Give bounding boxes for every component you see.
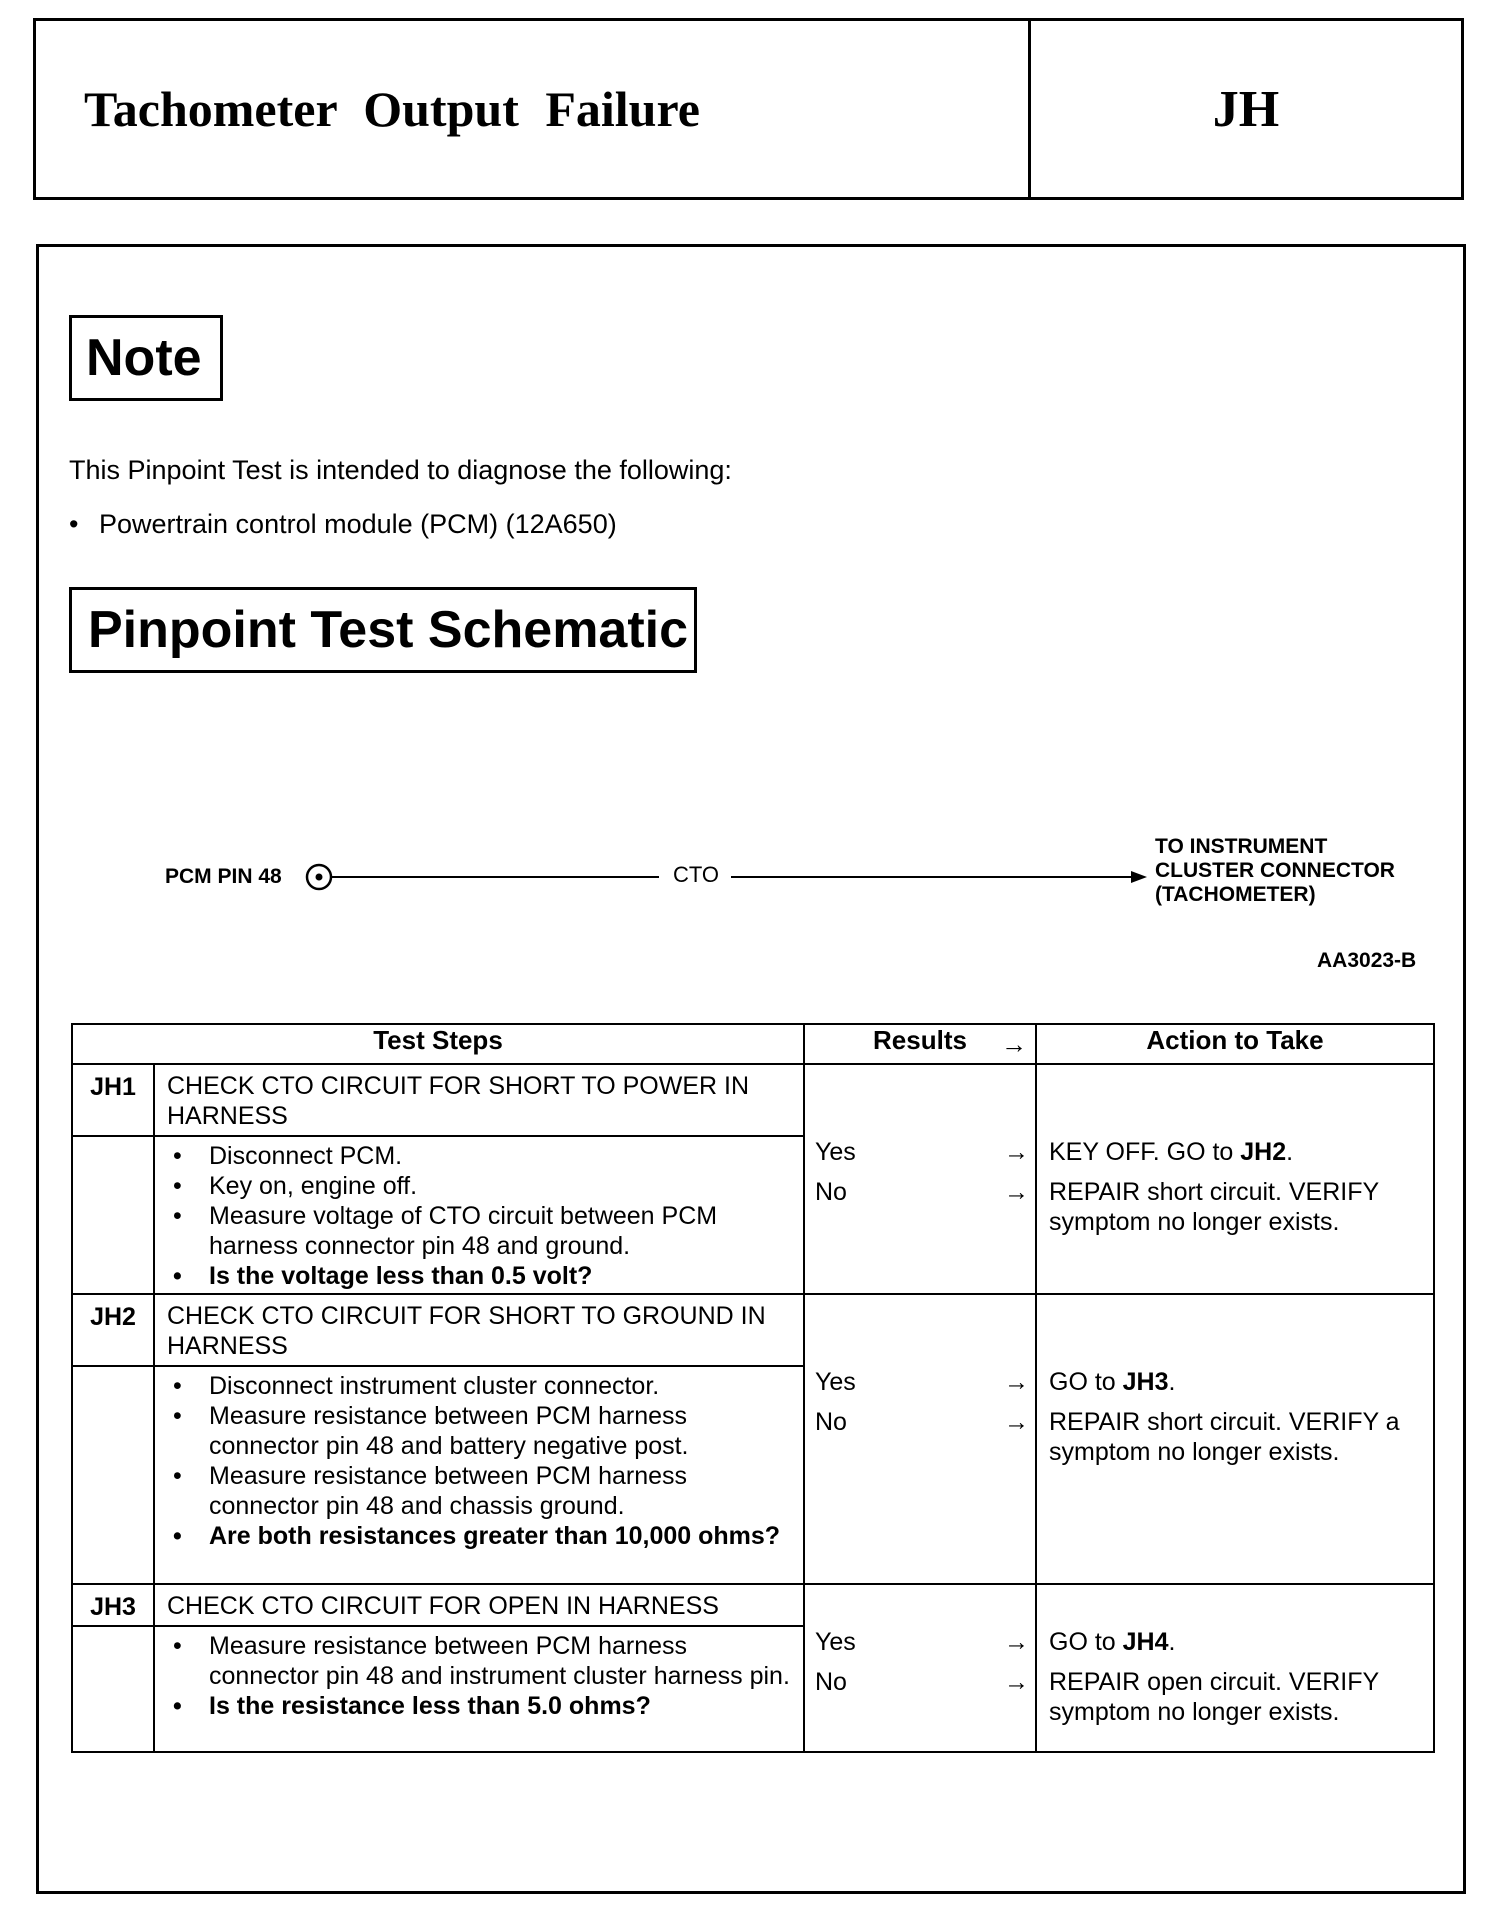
step-question: • Is the voltage less than 0.5 volt? — [167, 1261, 793, 1291]
bullet: • — [69, 509, 79, 539]
header-action: Action to Take — [1036, 1024, 1434, 1064]
next-step-link: JH2 — [1240, 1138, 1287, 1166]
header-test-steps: Test Steps — [72, 1024, 804, 1064]
instruction: • Measure resistance between PCM harness connector pin 48 and instrument cluster harness pin. — [167, 1631, 793, 1691]
result-yes — [815, 1627, 1029, 1657]
note-item-text: Powertrain control module (PCM) (12A650) — [99, 509, 617, 539]
result-no-label: No — [815, 1408, 847, 1436]
step-title: CHECK CTO CIRCUIT FOR SHORT TO POWER IN HARNESS — [154, 1064, 804, 1136]
action-yes — [1049, 1137, 1427, 1167]
arrow-right-icon: → — [1004, 1178, 1029, 1206]
step-results — [804, 1064, 1036, 1294]
action-no: REPAIR short circuit. VERIFY a symptom no longer exists. — [1049, 1408, 1400, 1466]
step-question: • Is the resistance less than 5.0 ohms? — [167, 1691, 793, 1721]
action-yes-text: GO to — [1049, 1628, 1123, 1656]
result-yes-label: Yes — [815, 1368, 856, 1396]
note-heading: Note — [69, 315, 223, 401]
instruction: • Disconnect PCM. — [167, 1141, 793, 1171]
action-no: REPAIR open circuit. VERIFY symptom no longer exists. — [1049, 1668, 1379, 1726]
step-results — [804, 1584, 1036, 1752]
step-title-row — [72, 1294, 1434, 1366]
page-title: Tachometer Output Failure — [36, 21, 1031, 197]
arrow-right-icon — [1131, 871, 1147, 883]
result-no-label: No — [815, 1178, 847, 1206]
connector-pin-dot — [316, 874, 323, 881]
next-step-link: JH3 — [1122, 1368, 1169, 1396]
instruction: • Disconnect instrument cluster connector. — [167, 1371, 793, 1401]
result-no — [815, 1407, 1029, 1437]
figure-id: AA3023-B — [1317, 949, 1417, 972]
result-no-label: No — [815, 1668, 847, 1696]
step-id: JH2 — [72, 1294, 154, 1366]
step-id-blank — [72, 1136, 154, 1294]
action-yes-text: KEY OFF. GO to — [1049, 1138, 1241, 1166]
schematic-lines — [39, 247, 1469, 1027]
result-yes-label: Yes — [815, 1138, 856, 1166]
step-instructions — [154, 1366, 804, 1584]
step-title-row — [72, 1064, 1434, 1136]
action-yes-end: . — [1168, 1628, 1176, 1656]
instruction: • Measure voltage of CTO circuit between PCM harness connector pin 48 and ground. — [167, 1201, 793, 1261]
result-no — [815, 1667, 1029, 1697]
pin-label: PCM PIN 48 — [165, 865, 282, 888]
page-header — [33, 18, 1464, 200]
table-header-row — [72, 1024, 1434, 1064]
step-results — [804, 1294, 1036, 1584]
destination-line-3: (TACHOMETER) — [1155, 883, 1316, 906]
arrow-right-icon: → — [1004, 1668, 1029, 1696]
arrow-right-icon: → — [1004, 1408, 1029, 1436]
instruction: • Measure resistance between PCM harness connector pin 48 and chassis ground. — [167, 1461, 793, 1521]
step-instructions — [154, 1136, 804, 1294]
action-yes — [1049, 1367, 1427, 1397]
content-frame — [36, 244, 1466, 1894]
destination-line-2: CLUSTER CONNECTOR — [1155, 859, 1395, 882]
action-no: REPAIR short circuit. VERIFY symptom no longer exists. — [1049, 1178, 1379, 1236]
destination-label — [1155, 835, 1395, 907]
step-id: JH1 — [72, 1064, 154, 1136]
instruction: • Measure resistance between PCM harness connector pin 48 and battery negative post. — [167, 1401, 793, 1461]
step-instructions — [154, 1626, 804, 1752]
step-id-blank — [72, 1366, 154, 1584]
step-title: CHECK CTO CIRCUIT FOR OPEN IN HARNESS — [154, 1584, 804, 1626]
circuit-label: CTO — [673, 862, 720, 887]
arrow-right-icon: → — [1004, 1368, 1029, 1396]
step-actions — [1036, 1294, 1434, 1584]
result-yes-label: Yes — [815, 1628, 856, 1656]
step-actions — [1036, 1064, 1434, 1294]
schematic-heading: Pinpoint Test Schematic — [69, 587, 697, 673]
step-id: JH3 — [72, 1584, 154, 1626]
step-question: • Are both resistances greater than 10,000 ohms? — [167, 1521, 793, 1551]
step-title-row — [72, 1584, 1434, 1626]
next-step-link: JH4 — [1122, 1628, 1169, 1656]
instruction: • Key on, engine off. — [167, 1171, 793, 1201]
result-no — [815, 1177, 1029, 1207]
header-results-label: Results — [873, 1025, 967, 1055]
arrow-right-icon: → — [1001, 1029, 1027, 1059]
action-yes-end: . — [1286, 1138, 1294, 1166]
result-yes — [815, 1137, 1029, 1167]
arrow-right-icon: → — [1004, 1628, 1029, 1656]
action-yes-end: . — [1168, 1368, 1176, 1396]
step-id-blank — [72, 1626, 154, 1752]
destination-line-1: TO INSTRUMENT — [1155, 835, 1328, 858]
result-yes — [815, 1367, 1029, 1397]
step-actions — [1036, 1584, 1434, 1752]
step-title: CHECK CTO CIRCUIT FOR SHORT TO GROUND IN HARNESS — [154, 1294, 804, 1366]
test-code: JH — [1212, 80, 1280, 138]
action-yes-text: GO to — [1049, 1368, 1123, 1396]
schematic-diagram — [39, 247, 1469, 1027]
arrow-right-icon: → — [1004, 1138, 1029, 1166]
test-steps-table — [71, 1023, 1435, 1753]
header-results — [804, 1024, 1036, 1064]
note-intro: This Pinpoint Test is intended to diagnose the following: — [69, 455, 732, 485]
action-yes — [1049, 1627, 1427, 1657]
